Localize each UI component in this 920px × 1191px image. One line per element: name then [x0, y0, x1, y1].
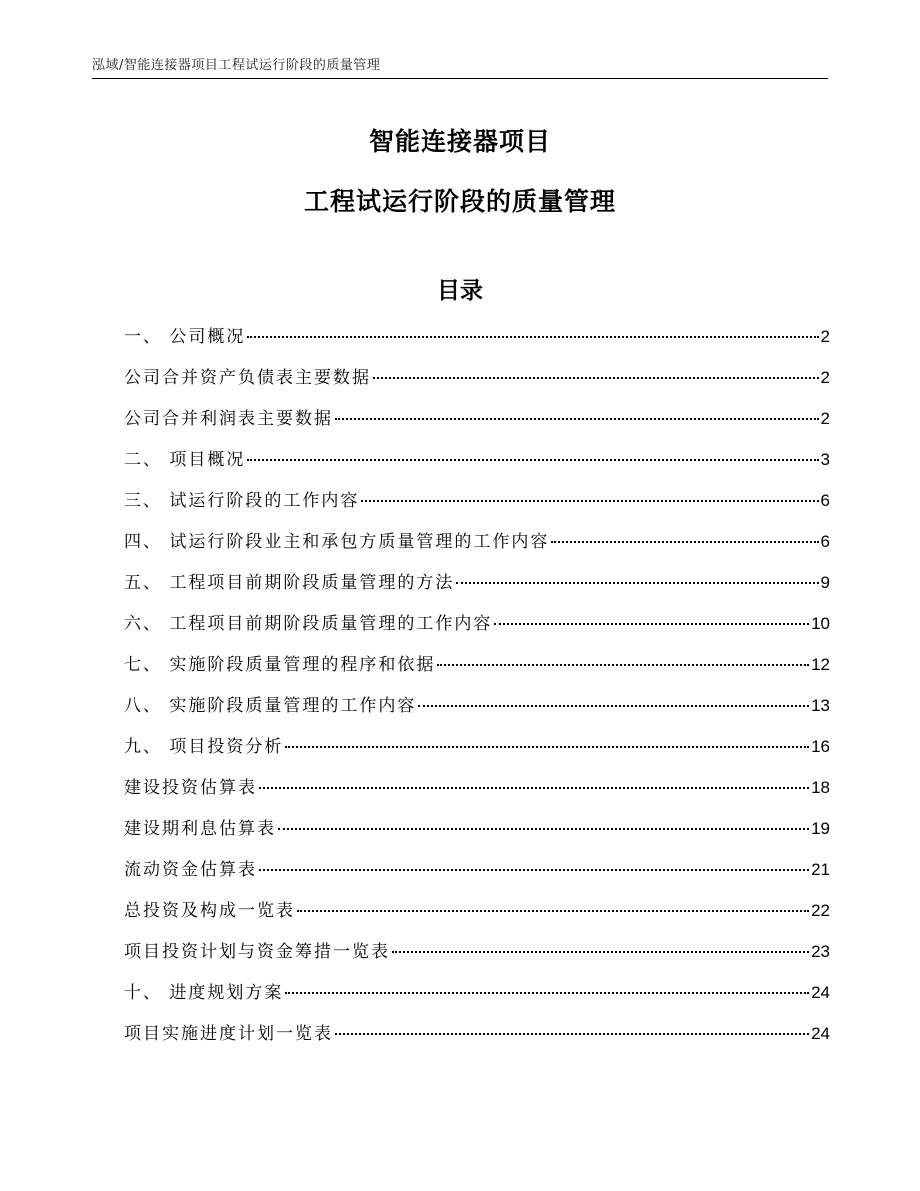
toc-dot-leader: [297, 910, 809, 912]
toc-entry[interactable]: [124, 569, 830, 610]
toc-dot-leader: [259, 787, 809, 789]
toc-entry-label: 项目投资计划与资金筹措一览表: [124, 942, 390, 962]
table-of-contents: [124, 323, 830, 1061]
toc-entry[interactable]: [124, 364, 830, 405]
toc-entry[interactable]: [124, 856, 830, 897]
toc-entry[interactable]: [124, 405, 830, 446]
toc-dot-leader: [456, 582, 818, 584]
toc-entry-label: 四、 试运行阶段业主和承包方质量管理的工作内容: [124, 532, 550, 552]
toc-entry-label: 流动资金估算表: [124, 860, 257, 880]
toc-dot-leader: [551, 541, 818, 543]
toc-entry-page: 10: [811, 614, 830, 633]
toc-entry-page: 18: [811, 778, 830, 797]
toc-entry-page: 24: [811, 1024, 830, 1043]
toc-entry-page: 12: [811, 655, 830, 674]
running-header: 泓域/智能连接器项目工程试运行阶段的质量管理: [92, 58, 381, 73]
toc-entry[interactable]: [124, 487, 830, 528]
document-title-line-2: 工程试运行阶段的质量管理: [303, 187, 616, 216]
toc-entry-label: 二、 项目概况: [124, 450, 246, 470]
toc-dot-leader: [373, 377, 819, 379]
toc-dot-leader: [285, 746, 809, 748]
toc-entry-page: 3: [820, 450, 830, 469]
toc-dot-leader: [361, 500, 818, 502]
toc-entry-page: 21: [811, 860, 830, 879]
toc-entry[interactable]: [124, 651, 830, 692]
toc-dot-leader: [278, 828, 809, 830]
toc-dot-leader: [335, 418, 819, 420]
toc-entry-label: 九、 项目投资分析: [124, 737, 284, 757]
toc-entry-label: 五、 工程项目前期阶段质量管理的方法: [124, 573, 455, 593]
toc-entry-label: 一、 公司概况: [124, 327, 246, 347]
toc-dot-leader: [247, 459, 818, 461]
toc-entry-page: 6: [820, 532, 830, 551]
toc-entry-page: 24: [811, 983, 830, 1002]
toc-entry-label: 三、 试运行阶段的工作内容: [124, 491, 360, 511]
toc-dot-leader: [392, 951, 809, 953]
toc-dot-leader: [335, 1033, 809, 1035]
toc-entry[interactable]: [124, 979, 830, 1020]
toc-entry[interactable]: [124, 692, 830, 733]
toc-entry-label: 七、 实施阶段质量管理的程序和依据: [124, 655, 436, 675]
toc-entry-page: 22: [811, 901, 830, 920]
toc-entry[interactable]: [124, 323, 830, 364]
toc-entry-label: 六、 工程项目前期阶段质量管理的工作内容: [124, 614, 493, 634]
header-divider: [92, 78, 828, 79]
toc-entry-page: 2: [820, 368, 830, 387]
toc-entry-label: 项目实施进度计划一览表: [124, 1024, 333, 1044]
toc-entry[interactable]: [124, 528, 830, 569]
toc-entry[interactable]: [124, 774, 830, 815]
toc-entry-page: 13: [811, 696, 830, 715]
toc-dot-leader: [259, 869, 809, 871]
toc-entry-label: 公司合并利润表主要数据: [124, 409, 333, 429]
toc-dot-leader: [418, 705, 809, 707]
toc-entry-page: 19: [811, 819, 830, 838]
toc-entry[interactable]: [124, 446, 830, 487]
toc-dot-leader: [494, 623, 809, 625]
toc-entry-page: 2: [820, 409, 830, 428]
toc-entry[interactable]: [124, 938, 830, 979]
toc-heading: 目录: [437, 278, 483, 304]
toc-dot-leader: [437, 664, 809, 666]
toc-entry[interactable]: [124, 897, 830, 938]
document-title-line-1: 智能连接器项目: [368, 127, 551, 156]
toc-entry[interactable]: [124, 610, 830, 651]
toc-entry-page: 6: [820, 491, 830, 510]
toc-entry-page: 16: [811, 737, 830, 756]
toc-entry[interactable]: [124, 815, 830, 856]
toc-entry-page: 23: [811, 942, 830, 961]
toc-entry[interactable]: [124, 1020, 830, 1061]
toc-dot-leader: [285, 992, 809, 994]
toc-entry-page: 9: [820, 573, 830, 592]
toc-entry-label: 总投资及构成一览表: [124, 901, 295, 921]
toc-entry-label: 建设投资估算表: [124, 778, 257, 798]
toc-entry[interactable]: [124, 733, 830, 774]
toc-entry-page: 2: [820, 327, 830, 346]
toc-entry-label: 建设期利息估算表: [124, 819, 276, 839]
toc-entry-label: 公司合并资产负债表主要数据: [124, 368, 371, 388]
toc-dot-leader: [247, 336, 818, 338]
toc-entry-label: 十、 进度规划方案: [124, 983, 284, 1003]
toc-entry-label: 八、 实施阶段质量管理的工作内容: [124, 696, 417, 716]
